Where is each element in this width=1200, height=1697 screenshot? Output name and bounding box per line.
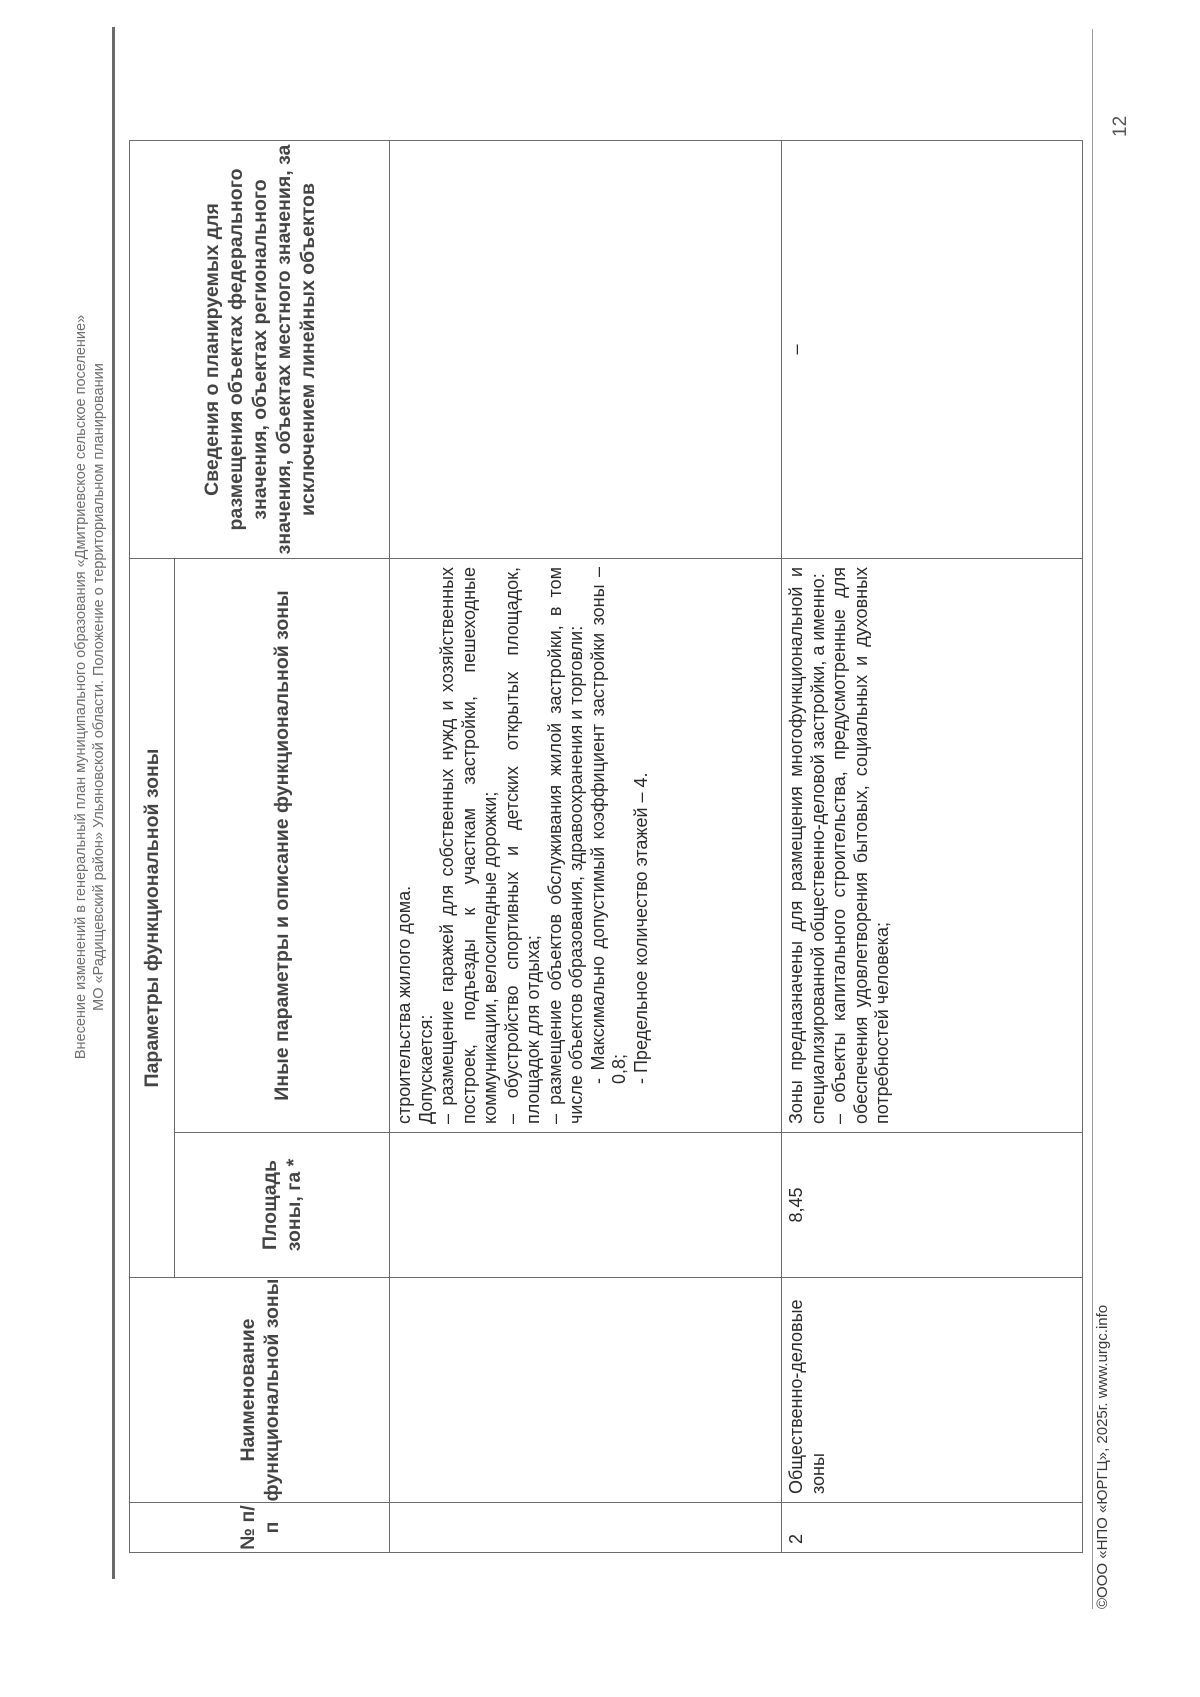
row-2-description (782, 558, 1083, 1132)
table-header-row-1 (130, 140, 175, 1552)
footer-divider (1092, 29, 1093, 1609)
header-params-group: Параметры функциональной зоны (130, 558, 175, 1277)
header-other-params: Иные параметры и описание функциональной зоны (175, 558, 390, 1132)
footer-copyright: ©ООО «НПО «ЮРГЦ», 2025г. www.urgc.info (1094, 1304, 1111, 1609)
row-1-area (390, 1133, 782, 1278)
table-row (782, 140, 1083, 1552)
row-1-desc-line: – размещение объектов обслуживания жилой застройки, в том числе объектов образования, здравоохранения и торговли: (544, 566, 586, 1124)
header-zone-name: Наименование функциональной зоны (130, 1278, 390, 1503)
row-2-num: 2 (782, 1503, 1083, 1553)
header-num: № п/п (130, 1503, 390, 1553)
row-2-planned-objects: – (782, 140, 1083, 558)
header-area: Площадь зоны, га * (175, 1133, 390, 1278)
row-2-desc-line: Зоны предназначены для размещения многофункциональной и специализированной общественно-деловой застройки, а именно: (786, 566, 828, 1124)
row-1-num (390, 1503, 782, 1553)
row-2-area: 8,45 (782, 1133, 1083, 1278)
header-line-2: МО «Радищевский район» Ульяновской области. Положение о территориальном планировании (91, 363, 107, 1011)
header-planned-objects: Сведения о планируемых для размещения объектах федерального значения, объектах регионального значения, объектах местного значения, за исключением линейных объектов (130, 140, 390, 558)
row-2-zone-name: Общественно-деловые зоны (782, 1278, 1083, 1503)
row-1-zone-name (390, 1278, 782, 1503)
table-row (390, 140, 782, 1552)
header-line-1: Внесение изменений в генеральный план муниципального образования «Дмитриевское сельское поселение» (73, 314, 89, 1060)
row-1-desc-line: Допускается: (415, 1014, 436, 1124)
document-header (72, 107, 108, 1267)
functional-zones-table (129, 140, 1083, 1553)
row-1-desc-line: - Максимально допустимый коэффициент застройки зоны – 0,8; (587, 566, 629, 1084)
header-divider (112, 27, 115, 1579)
row-1-desc-line: – размещение гаражей для собственных нужд и хозяйственных построек, подъезды к участкам застройки, пешеходные коммуникации, велосипедные дорожки; (437, 566, 500, 1124)
row-1-desc-line: - Предельное количество этажей – 4. (630, 772, 651, 1084)
row-1-desc-line: строительства жилого дома. (394, 885, 414, 1124)
row-2-desc-line: – объекты капитального строительства, предусмотренные для обеспечения удовлетворения бытовых, социальных и духовных потребностей человека; (829, 566, 892, 1124)
page-number: 12 (1110, 115, 1131, 137)
row-1-desc-line: – обустройство спортивных и детских открытых площадок, площадок для отдыха; (501, 566, 543, 1124)
row-1-description (390, 558, 782, 1132)
row-1-planned-objects (390, 140, 782, 558)
